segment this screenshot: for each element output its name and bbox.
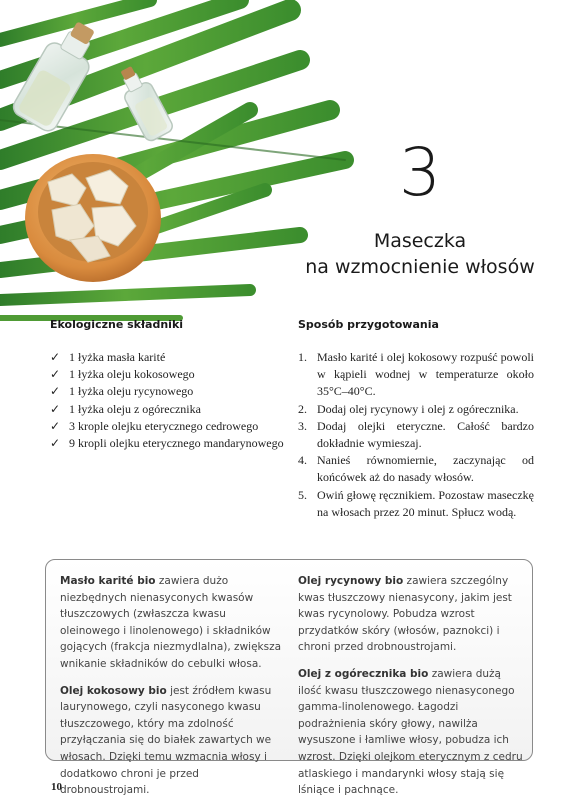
- step-number: 4.: [298, 453, 307, 468]
- step-number: 1.: [298, 350, 307, 364]
- method-step: [298, 452, 534, 486]
- step-number: 5.: [298, 487, 307, 502]
- step-text: Owiń głowę ręcznikiem. Pozostaw maseczkę na włosach przez 20 minut. Spłucz wodą.: [317, 487, 534, 519]
- bowl-with-shea-butter: [25, 154, 161, 282]
- step-text: Nanieś równomiernie, zaczynając od końcówek aż do nasady włosów.: [317, 453, 534, 485]
- info-castor-name: Olej rycynowy bio: [298, 575, 404, 587]
- step-text: Dodaj olej rycynowy i olej z ogórecznika.: [317, 401, 519, 416]
- info-coconut-name: Olej kokosowy bio: [60, 684, 167, 697]
- info-column-left: [60, 573, 288, 809]
- step-text: Masło karité i olej kokosowy rozpuść powoli w kąpieli wodnej w temperaturze około 35°C–40°C.: [317, 350, 534, 399]
- info-shea-name: Masło karité bio: [60, 575, 156, 587]
- recipe-number: 3: [399, 134, 441, 211]
- step-number: 2.: [298, 401, 307, 416]
- ingredient-item: ✓ 1 łyżka masła karité: [50, 349, 290, 366]
- ingredient-item: ✓ 3 krople olejku eterycznego cedrowego: [50, 418, 290, 435]
- info-coconut: [60, 683, 288, 799]
- recipe-title-line-2: na wzmocnienie włosów: [305, 256, 535, 278]
- ingredient-item: ✓ 1 łyżka oleju kokosowego: [50, 366, 290, 383]
- info-coconut-text: jest źródłem kwasu laurynowego, czyli nasyconego kwasu tłuszczowego, który ma zdolność przyłączania się do białek zawartych we włosach. Dzięki temu wzmacnia włosy i dodatkowo chroni je przed drobnoustrojami.: [60, 684, 272, 797]
- method-step: [298, 418, 534, 452]
- method-steps: [298, 349, 534, 521]
- ingredient-item: ✓ 1 łyżka oleju rycynowego: [50, 383, 290, 400]
- method-step: [298, 487, 534, 521]
- info-shea: [60, 573, 288, 673]
- step-text: Dodaj olejki eteryczne. Całość bardzo dokładnie wymieszaj.: [317, 418, 534, 451]
- info-borage-name: Olej z ogórecznika bio: [298, 667, 429, 680]
- recipe-title: [280, 228, 560, 280]
- recipe-title-line-1: Maseczka: [373, 230, 467, 252]
- ingredient-item: ✓ 9 kropli olejku eterycznego mandarynowego: [50, 435, 290, 452]
- info-castor: [298, 573, 526, 656]
- ingredients-list: [50, 349, 290, 452]
- method-step: [298, 349, 534, 401]
- ingredient-item: ✓ 1 łyżka oleju z ogórecznika: [50, 401, 290, 418]
- info-shea-text: zawiera dużo niezbędnych nienasyconych kwasów tłuszczowych (zwłaszcza kwasu oleinowego i linolenowego) i składników gojących (frakcja niezmydlalna), zwiększa wnikanie składników do cebulki włosa.: [60, 575, 282, 670]
- info-borage: [298, 666, 526, 799]
- hero-photo: [0, 0, 568, 330]
- info-column-right: [298, 573, 526, 809]
- info-borage-text: zawiera dużą ilość kwasu tłuszczowego nienasyconego gamma-linolenowego. Łagodzi podrażnienia skóry głowy, nawilża wysuszone i łamliwe włosy, pobudza ich wzrost. Dzięki olejkom eterycznym z cedru atlaskiego i mandarynki włosy stają się lśniące i pachnące.: [298, 667, 523, 797]
- step-number: 3.: [298, 418, 307, 433]
- info-castor-text: zawiera szczególny kwas tłuszczowy nienasycony, jakim jest kwas rycynolowy. Pobudza wzrost przydatków skóry (włosów, paznokci) i chroni przed drobnoustrojami.: [298, 575, 512, 654]
- method-heading: Sposób przygotowania: [298, 318, 439, 331]
- method-step: [298, 401, 534, 418]
- page-number: 10: [51, 781, 62, 793]
- ingredients-heading: Ekologiczne składniki: [50, 318, 184, 331]
